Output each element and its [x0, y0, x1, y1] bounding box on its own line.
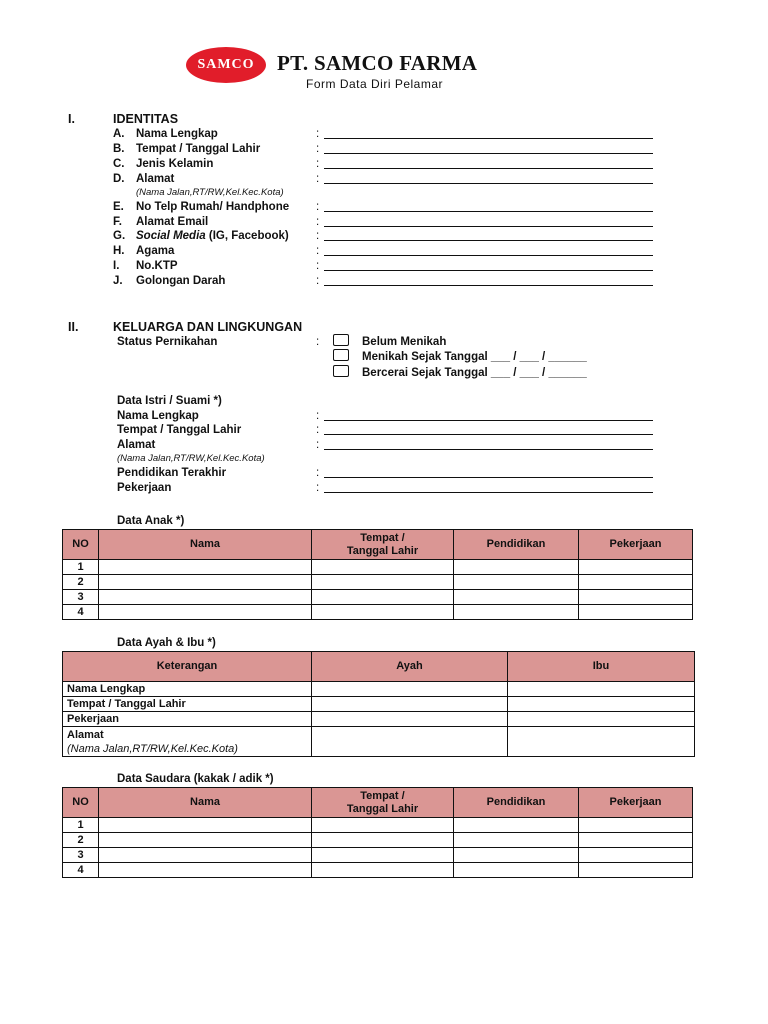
- spouse-field-colon: :: [316, 439, 320, 451]
- table-cell[interactable]: [579, 818, 693, 833]
- ibu-alamat-cell[interactable]: [508, 727, 695, 757]
- field-input-line[interactable]: [324, 240, 653, 241]
- table-cell[interactable]: [312, 590, 454, 605]
- logo-text: SAMCO: [197, 57, 255, 72]
- table-row: [63, 560, 693, 575]
- parents-row-label: Pekerjaan: [63, 712, 312, 727]
- table-row: [63, 682, 695, 697]
- section1-title: IDENTITAS: [113, 112, 179, 126]
- children-rows: [63, 560, 693, 620]
- field-input-line[interactable]: [324, 270, 653, 271]
- table-cell[interactable]: [312, 575, 454, 590]
- spouse-input-line[interactable]: [324, 477, 653, 478]
- parents-row-label: Nama Lengkap: [63, 682, 312, 697]
- siblings-header-ttl: [312, 788, 454, 818]
- field-colon: :: [316, 158, 320, 170]
- table-cell[interactable]: [579, 833, 693, 848]
- table-cell[interactable]: [454, 818, 579, 833]
- table-cell[interactable]: [579, 863, 693, 878]
- row-number: 1: [63, 560, 99, 575]
- header-tempat: Tempat /: [360, 789, 405, 802]
- table-cell[interactable]: [454, 863, 579, 878]
- siblings-title: Data Saudara (kakak / adik *): [117, 773, 274, 785]
- children-header-pendidikan: Pendidikan: [454, 530, 579, 560]
- table-cell[interactable]: [312, 863, 454, 878]
- field-letter: J.: [113, 275, 123, 287]
- field-input-line[interactable]: [324, 255, 653, 256]
- table-cell[interactable]: [579, 575, 693, 590]
- samco-logo: [186, 47, 266, 83]
- spouse-field-label: Tempat / Tanggal Lahir: [117, 424, 242, 436]
- field-label-italic: Social Media: [136, 230, 206, 242]
- option-menikah: Menikah Sejak Tanggal ___ / ___ / ______: [362, 351, 587, 363]
- table-cell[interactable]: [454, 590, 579, 605]
- table-cell[interactable]: [312, 833, 454, 848]
- table-row: [63, 818, 693, 833]
- header-tanggal-lahir: Tanggal Lahir: [346, 802, 419, 815]
- field-label: Nama Lengkap: [136, 128, 218, 140]
- field-letter: F.: [113, 216, 122, 228]
- table-cell[interactable]: [454, 560, 579, 575]
- row-number: 2: [63, 575, 99, 590]
- field-label: [136, 229, 289, 243]
- children-header-pekerjaan: Pekerjaan: [579, 530, 693, 560]
- field-letter: C.: [113, 158, 125, 170]
- field-letter: G.: [113, 230, 126, 242]
- spouse-field-colon: :: [316, 410, 320, 422]
- field-label-rest: (IG, Facebook): [205, 230, 289, 242]
- spouse-field-label: Alamat: [117, 439, 156, 451]
- table-row: [63, 590, 693, 605]
- spouse-title: Data Istri / Suami *): [117, 395, 222, 407]
- row-number: 3: [63, 848, 99, 863]
- table-cell[interactable]: [99, 833, 312, 848]
- ayah-pekerjaan-cell[interactable]: [312, 712, 508, 727]
- spouse-field-label: Pekerjaan: [117, 482, 172, 494]
- ibu-pekerjaan-cell[interactable]: [508, 712, 695, 727]
- field-input-line[interactable]: [324, 183, 653, 184]
- table-row: [63, 697, 695, 712]
- children-header-ttl: [312, 530, 454, 560]
- form-subtitle: Form Data Diri Pelamar: [306, 77, 444, 91]
- ayah-alamat-cell[interactable]: [312, 727, 508, 757]
- table-row: [63, 712, 695, 727]
- field-label: No.KTP: [136, 260, 178, 272]
- field-input-line[interactable]: [324, 153, 653, 154]
- table-row: [63, 575, 693, 590]
- parents-row-label: Tempat / Tanggal Lahir: [63, 697, 312, 712]
- ayah-nama-cell[interactable]: [312, 682, 508, 697]
- table-cell[interactable]: [454, 575, 579, 590]
- field-colon: :: [316, 275, 320, 287]
- row-number: 1: [63, 818, 99, 833]
- children-header-no: NO: [63, 530, 99, 560]
- parents-table: [62, 651, 695, 757]
- field-colon: :: [316, 260, 320, 272]
- table-row: [63, 727, 695, 757]
- spouse-input-line[interactable]: [324, 449, 653, 450]
- field-colon: :: [316, 128, 320, 140]
- children-table: [62, 529, 693, 620]
- company-name: PT. SAMCO FARMA: [277, 51, 478, 75]
- checkbox-bercerai[interactable]: [333, 365, 349, 377]
- spouse-field-colon: :: [316, 482, 320, 494]
- siblings-rows: [63, 818, 693, 878]
- table-cell[interactable]: [579, 590, 693, 605]
- table-cell[interactable]: [454, 605, 579, 620]
- field-label: Tempat / Tanggal Lahir: [136, 143, 261, 155]
- field-label: No Telp Rumah/ Handphone: [136, 201, 290, 213]
- parents-address-cell: [63, 727, 312, 757]
- field-label: Agama: [136, 245, 175, 257]
- siblings-header-nama: Nama: [99, 788, 312, 818]
- table-cell[interactable]: [312, 818, 454, 833]
- parents-header-ayah: Ayah: [312, 652, 508, 682]
- field-colon: :: [316, 201, 320, 213]
- marital-status-label: Status Pernikahan: [117, 336, 218, 348]
- field-letter: I.: [113, 260, 120, 272]
- table-cell[interactable]: [454, 833, 579, 848]
- ibu-ttl-cell[interactable]: [508, 697, 695, 712]
- table-cell[interactable]: [99, 560, 312, 575]
- section1-number: I.: [68, 112, 75, 126]
- field-letter: B.: [113, 143, 125, 155]
- siblings-header-pendidikan: Pendidikan: [454, 788, 579, 818]
- parents-header-ibu: Ibu: [508, 652, 695, 682]
- header-tempat: Tempat /: [360, 531, 405, 544]
- table-cell[interactable]: [579, 560, 693, 575]
- table-row: [63, 833, 693, 848]
- field-letter: E.: [113, 201, 124, 213]
- table-cell[interactable]: [99, 818, 312, 833]
- parents-row-label: Alamat: [67, 728, 104, 741]
- row-number: 4: [63, 863, 99, 878]
- field-label: Golongan Darah: [136, 275, 226, 287]
- field-input-line[interactable]: [324, 226, 653, 227]
- field-colon: :: [316, 245, 320, 257]
- siblings-table: [62, 787, 693, 878]
- spouse-field-colon: :: [316, 424, 320, 436]
- table-cell[interactable]: [99, 848, 312, 863]
- siblings-header-pekerjaan: Pekerjaan: [579, 788, 693, 818]
- field-colon: :: [316, 216, 320, 228]
- field-colon: :: [316, 143, 320, 155]
- ibu-nama-cell[interactable]: [508, 682, 695, 697]
- field-input-line[interactable]: [324, 211, 653, 212]
- table-cell[interactable]: [99, 590, 312, 605]
- row-number: 3: [63, 590, 99, 605]
- spouse-field-label: Nama Lengkap: [117, 410, 199, 422]
- table-cell[interactable]: [99, 863, 312, 878]
- field-input-line[interactable]: [324, 285, 653, 286]
- ayah-ttl-cell[interactable]: [312, 697, 508, 712]
- spouse-field-label: Pendidikan Terakhir: [117, 467, 227, 479]
- table-row: [63, 605, 693, 620]
- spouse-input-line[interactable]: [324, 492, 653, 493]
- field-label: Alamat: [136, 173, 175, 185]
- field-label: Jenis Kelamin: [136, 158, 214, 170]
- field-input-line[interactable]: [324, 138, 653, 139]
- spouse-input-line[interactable]: [324, 434, 653, 435]
- spouse-field-colon: :: [316, 467, 320, 479]
- parents-address-note: (Nama Jalan,RT/RW,Kel.Kec.Kota): [67, 742, 238, 755]
- table-row: [63, 863, 693, 878]
- parents-header-keterangan: Keterangan: [63, 652, 312, 682]
- checkbox-menikah[interactable]: [333, 349, 349, 361]
- table-cell[interactable]: [312, 848, 454, 863]
- table-cell[interactable]: [579, 848, 693, 863]
- field-letter: H.: [113, 245, 125, 257]
- children-title: Data Anak *): [117, 515, 185, 527]
- field-colon: :: [316, 173, 320, 185]
- field-input-line[interactable]: [324, 168, 653, 169]
- table-row: [63, 848, 693, 863]
- section2-title: KELUARGA DAN LINGKUNGAN: [113, 320, 303, 334]
- address-note: (Nama Jalan,RT/RW,Kel.Kec.Kota): [136, 187, 284, 198]
- siblings-header-no: NO: [63, 788, 99, 818]
- table-cell[interactable]: [99, 605, 312, 620]
- spouse-address-note: (Nama Jalan,RT/RW,Kel.Kec.Kota): [117, 453, 265, 464]
- table-cell[interactable]: [454, 848, 579, 863]
- checkbox-belum-menikah[interactable]: [333, 334, 349, 346]
- field-letter: D.: [113, 173, 125, 185]
- parents-title: Data Ayah & Ibu *): [117, 637, 216, 649]
- table-cell[interactable]: [312, 560, 454, 575]
- option-belum-menikah: Belum Menikah: [362, 336, 447, 348]
- children-header-nama: Nama: [99, 530, 312, 560]
- field-colon: :: [316, 230, 320, 242]
- table-cell[interactable]: [312, 605, 454, 620]
- field-label: Alamat Email: [136, 216, 209, 228]
- table-cell[interactable]: [579, 605, 693, 620]
- table-cell[interactable]: [99, 575, 312, 590]
- section2-number: II.: [68, 320, 79, 334]
- field-letter: A.: [113, 128, 125, 140]
- header-tanggal-lahir: Tanggal Lahir: [346, 544, 419, 557]
- row-number: 2: [63, 833, 99, 848]
- marital-colon: :: [316, 336, 320, 348]
- spouse-input-line[interactable]: [324, 420, 653, 421]
- option-bercerai: Bercerai Sejak Tanggal ___ / ___ / ______: [362, 367, 587, 379]
- row-number: 4: [63, 605, 99, 620]
